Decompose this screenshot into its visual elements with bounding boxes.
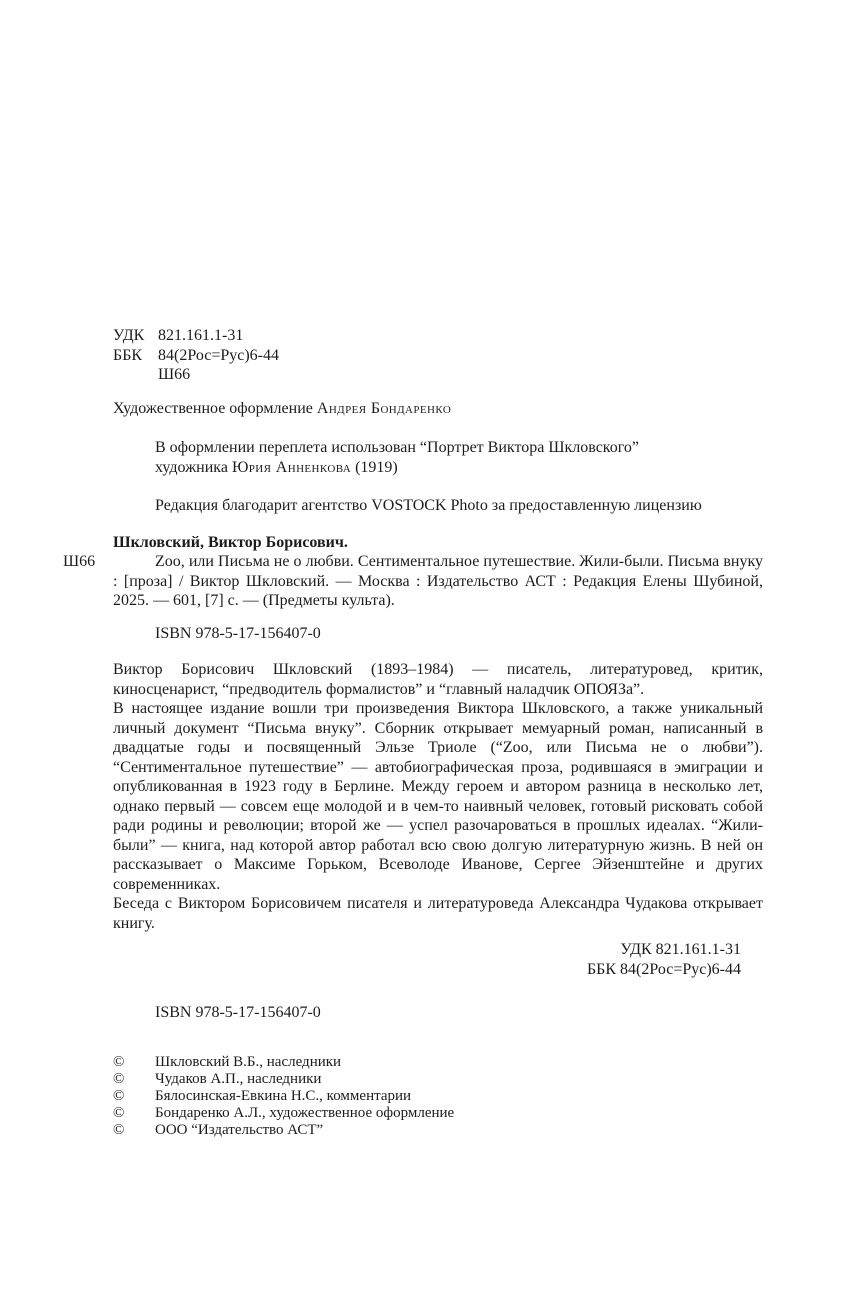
cover-note-line2 [155,458,763,478]
margin-code: Ш66 [63,553,96,570]
bibliographic-record [63,552,763,611]
author-sign: Ш66 [158,366,191,383]
classification-block [113,326,763,385]
copyright-holder: Чудаков А.П., наследники [155,1070,322,1087]
copyright-icon: © [113,1070,125,1087]
cover-note [155,438,763,477]
author-sign-row [113,365,763,385]
annotation-paragraph-3: Беседа с Виктором Борисовичем писателя и литературоведа Александра Чудакова открывает книгу. [113,895,763,932]
classification-codes-right [113,940,763,979]
bbk-value: 84(2Рос=Рус)6-44 [158,346,280,364]
design-credit [113,399,763,419]
license-note: Редакция благодарит агентство VOSTOCK Photo за предоставленную лицензию [155,497,702,514]
annotation-paragraph-2: В настоящее издание вошли три произведения Виктора Шкловского, а также уникальный личный документ “Письма внуку”. Сборник открывает мемуарный роман, написанный в двадцатые годы и посвященный Эльзе Триоле (“Zoo, или Письма не о любви”). “Сентиментальное путешествие” — автобиографическая проза, родившаяся в эмиграции и опубликованная в 1923 году в Берлине. Между героем и автором разница в несколько лет, однако первый — совсем еще молодой и в чем-то наивный человек, готовый рисковать собой ради родины и революции; второй же — успел разочароваться в прошлых идеалах. “Жили-были” — книга, над которой автор работал всю свою долгую литературную жизнь. В ней он рассказывает о Максиме Горьком, Всеволоде Иванове, Сергее Эйзенштейне и других современниках. [113,700,763,893]
copyright-holder: Шкловский В.Б., наследники [155,1053,342,1070]
udk-label: УДК [113,327,145,344]
bibliographic-description: Zoo, или Письма не о любви. Сентиментальное путешествие. Жили-были. Письма внуку : [проза] / Виктор Шкловский. — Москва : Издательство АСТ : Редакция Елены Шубиной, 2025. — 601, [7] с. — (Предметы культа). [113,553,763,609]
bbk-right: ББК 84(2Рос=Рус)6-44 [586,960,741,978]
copyright-row [113,1088,763,1105]
author-heading: Шкловский, Виктор Борисович. [113,533,348,551]
cover-note-line2-prefix: художника [155,458,232,476]
isbn-bottom: ISBN 978-5-17-156407-0 [155,1004,321,1021]
bbk-row [113,346,763,366]
copyright-icon: © [113,1087,125,1104]
design-credit-text: Художественное оформление [113,399,317,417]
udk-value: 821.161.1-31 [158,327,244,344]
copyright-icon: © [113,1053,125,1070]
copyright-list [113,1054,763,1139]
bbk-label: ББК [113,346,143,364]
copyright-icon: © [113,1104,125,1121]
copyright-row [113,1105,763,1122]
cover-note-artist-name: Юрия Анненкова [231,458,352,476]
cover-note-line2-year: (1919) [351,458,398,476]
copyright-row [113,1071,763,1088]
author-sign-spacer [113,365,158,385]
copyright-holder: Бондаренко А.Л., художественное оформление [155,1104,455,1121]
cover-note-line1: В оформлении переплета использован “Портрет Виктора Шкловского” [155,439,640,456]
copyright-holder: ООО “Издательство АСТ” [155,1121,324,1138]
isbn-top: ISBN 978-5-17-156407-0 [155,624,321,642]
copyright-row [113,1122,763,1139]
annotation-paragraph-1: Виктор Борисович Шкловский (1893–1984) — писатель, литературовед, критик, киносценарист, “предводитель формалистов” и “главный наладчик ОПОЯЗа”. [113,661,763,698]
design-credit-name: Андрея Бондаренко [316,399,452,417]
udk-right: УДК 821.161.1-31 [620,941,741,958]
udk-row [113,326,763,346]
copyright-icon: © [113,1121,125,1138]
annotation [113,660,763,933]
copyright-row [113,1054,763,1071]
copyright-holder: Бялосинская-Евкина Н.С., комментарии [155,1087,412,1104]
